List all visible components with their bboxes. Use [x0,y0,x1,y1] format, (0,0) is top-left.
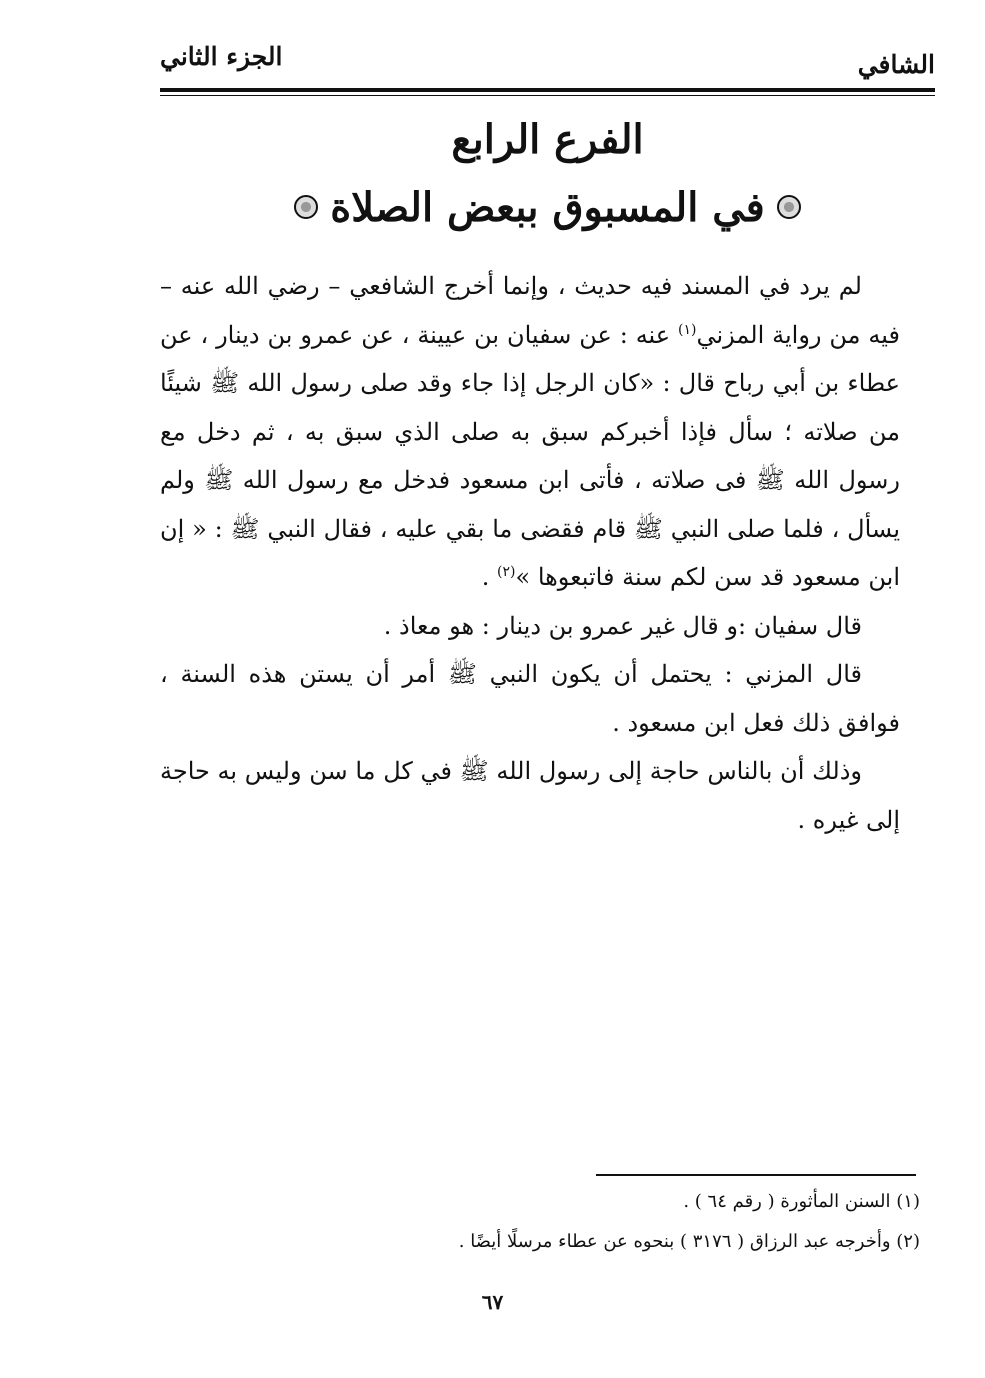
paragraph [160,262,900,602]
footnote: (٢) وأخرجه عبد الرزاق ( ٣١٧٦ ) بنحوه عن عطاء مرسلًا أيضًا . [458,1231,920,1252]
paragraph: قال سفيان :و قال غير عمرو بن دينار : هو معاذ . [383,611,862,640]
footnotes [160,1182,920,1262]
header-rule [160,88,935,92]
header-rule-thin [160,95,935,96]
bullet-icon [294,195,318,219]
page-number: ٦٧ [481,1290,504,1314]
text-run: لم يرد في المسند فيه حديث ، وإنما أخرج الشافعي – رضي الله عنه – فيه من رواية المزني [160,272,900,349]
paragraph: قال المزني : يحتمل أن يكون النبي ﷺ أمر أن يستن هذه السنة ، فوافق ذلك فعل ابن مسعود . [160,660,900,737]
section-subtitle: في المسبوق ببعض الصلاة [330,184,765,231]
header-volume: الجزء الثاني [160,42,283,71]
footnote: (١) السنن المأثورة ( رقم ٦٤ ) . [683,1191,920,1212]
footnote-ref: (٢) [497,564,516,580]
body-text [160,262,900,844]
bullet-icon [777,195,801,219]
section-subtitle-row [160,178,935,238]
section-title: الفرع الرابع [451,116,644,163]
paragraph: وذلك أن بالناس حاجة إلى رسول الله ﷺ في كل ما سن وليس به حاجة إلى غيره . [160,757,900,834]
text-run: عنه : عن سفيان بن عيينة ، عن عمرو بن دينار ، عن عطاء بن أبي رباح قال : «كان الرجل إذا جاء وقد صلى رسول الله ﷺ شيئًا من صلاته ؛ سأل فإذا أخبركم سبق به صلى الذي سبق به ، ثم دخل مع رسول الله ﷺ فى صلاته ، فأتى ابن مسعود فدخل مع رسول الله ﷺ ولم يسأل ، فلما صلى النبي ﷺ قام فقضى ما بقي عليه ، فقال النبي ﷺ : « إن ابن مسعود قد سن لكم سنة فاتبعوها » [160,320,900,591]
text-run: . [481,563,498,591]
running-header [160,36,935,86]
footnote-separator [596,1174,916,1176]
footnote-ref: (١) [678,321,697,338]
header-book-title: الشافي [857,50,935,79]
